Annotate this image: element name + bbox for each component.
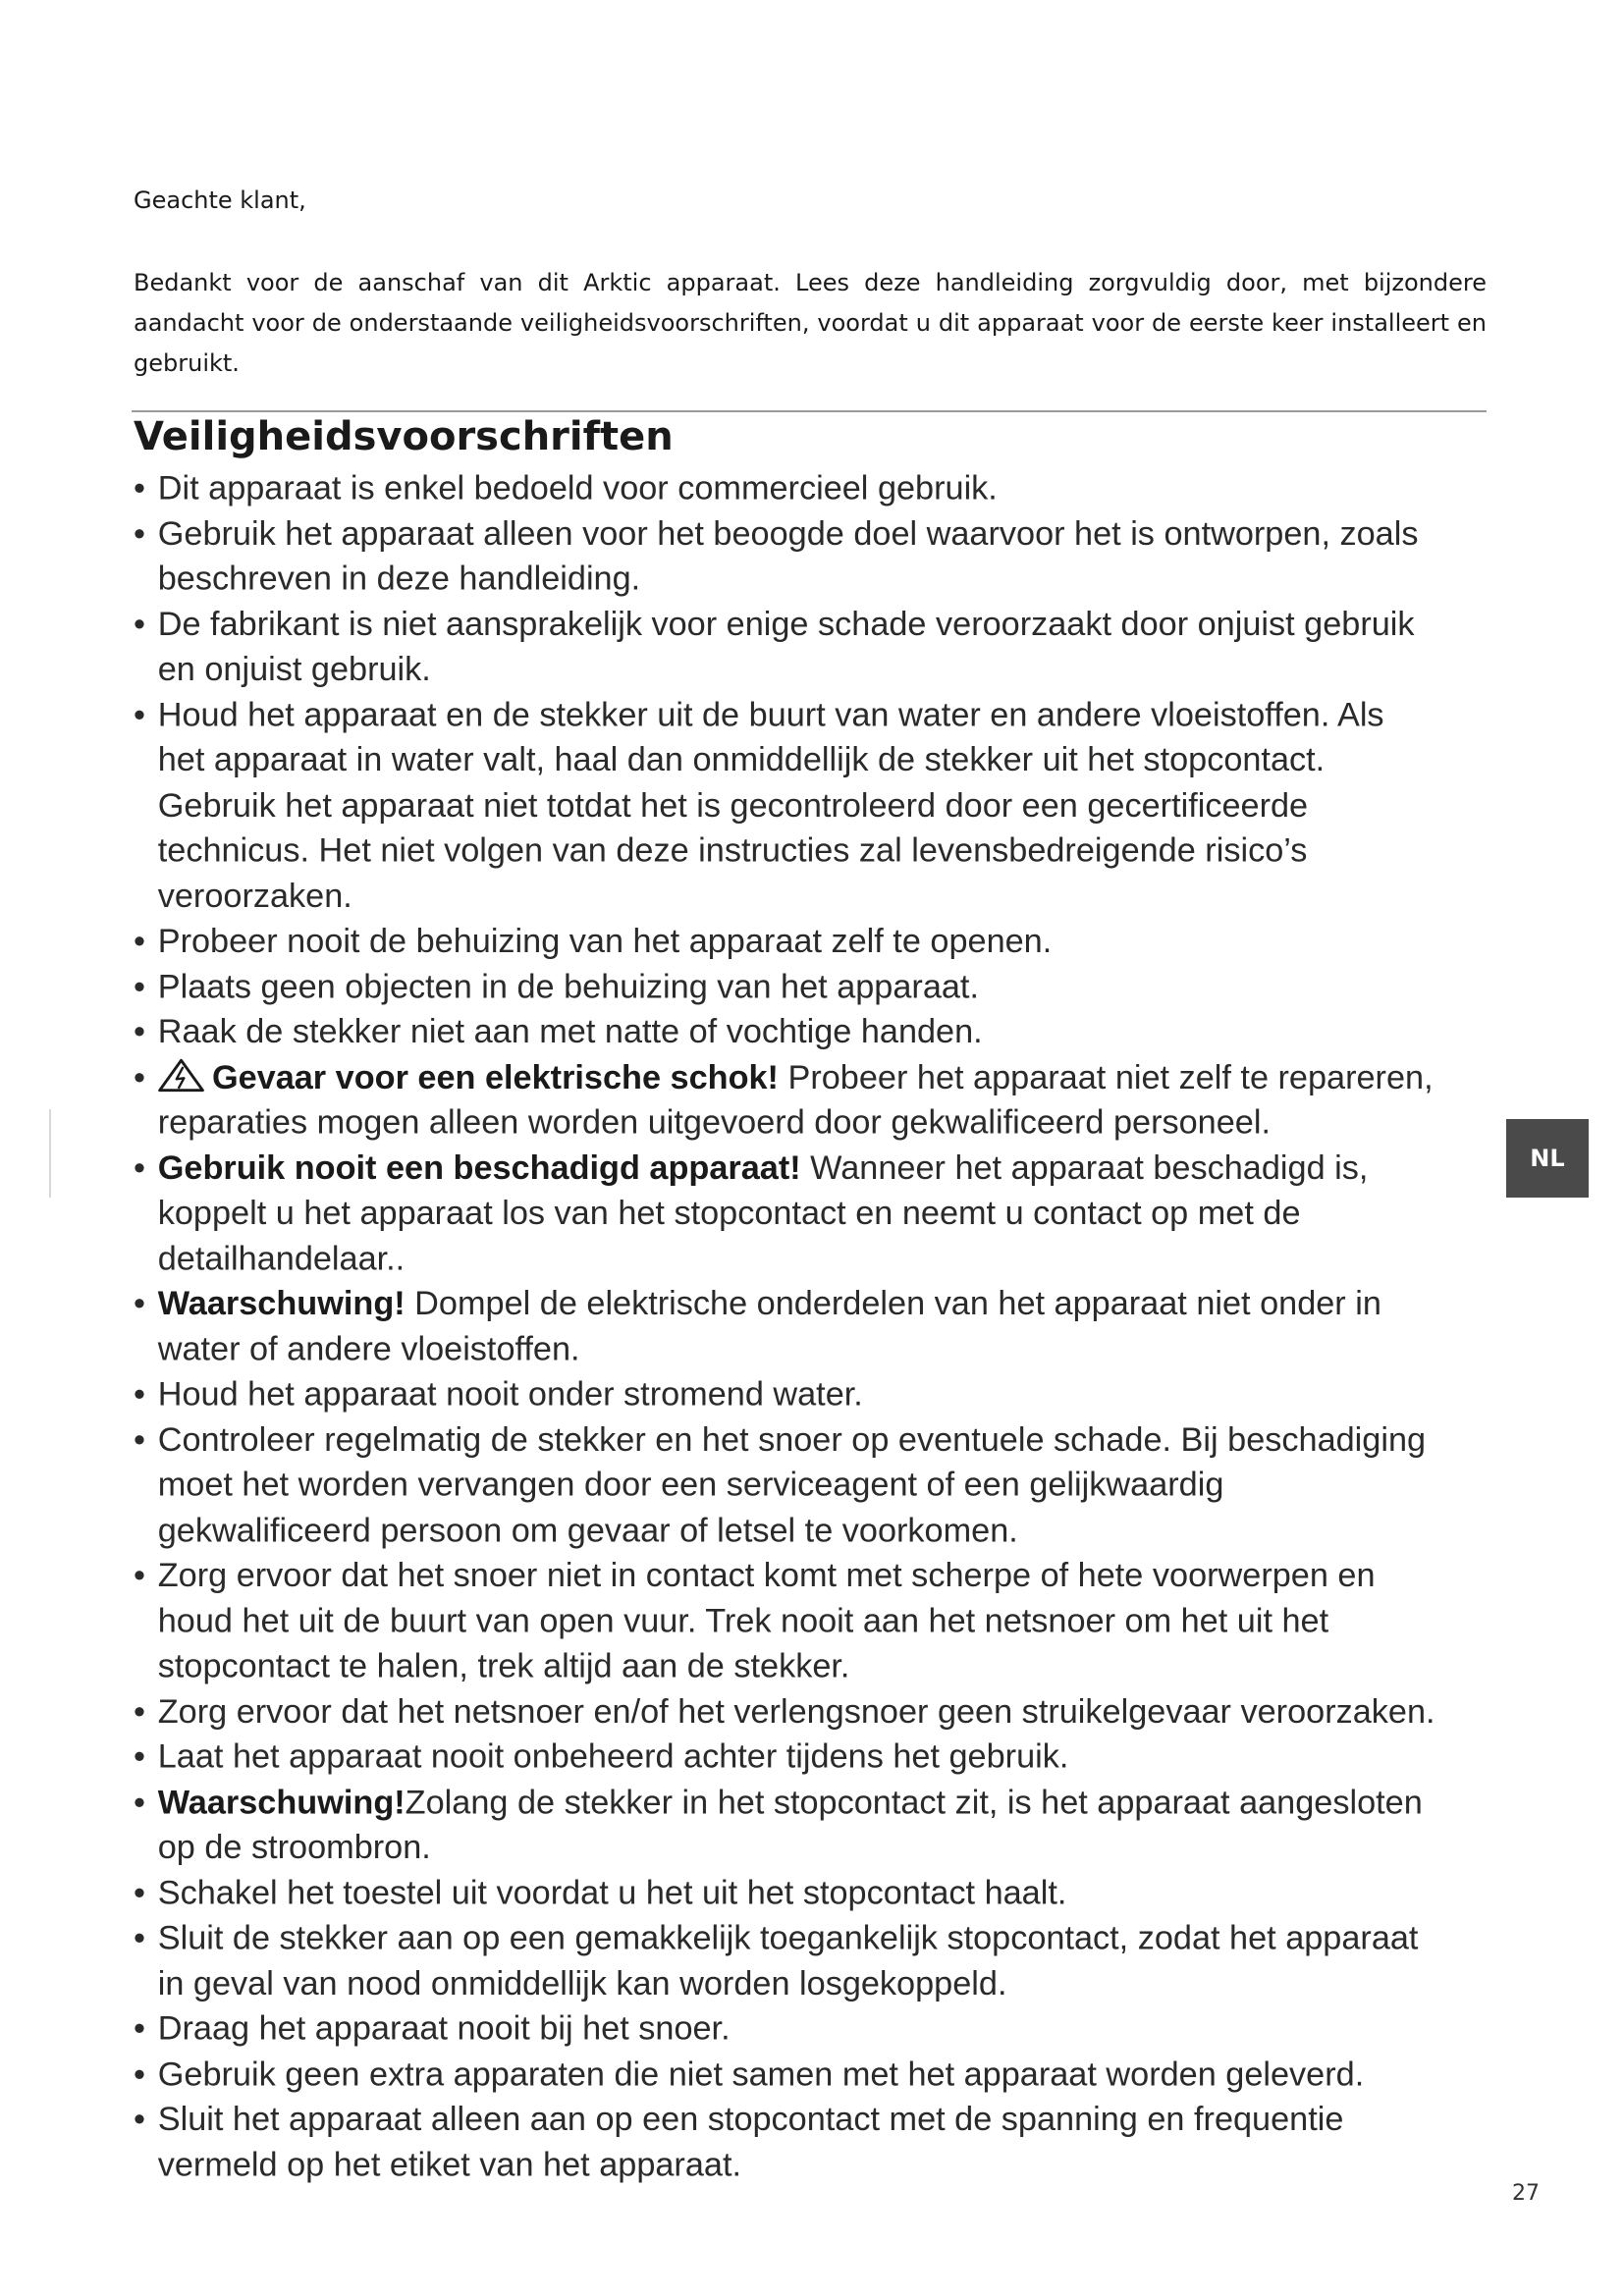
list-item <box>134 2005 1438 2051</box>
item-text: Controleer regelmatig de stekker en het snoer op eventuele schade. Bij beschadiging moet het worden vervangen door een serviceagent of een gelijkwaardig gekwalificeerd persoon om gevaar of letsel te voorkomen. <box>157 1419 1427 1549</box>
list-item <box>134 964 1438 1009</box>
item-text: Probeer nooit de behuizing van het apparaat zelf te openen. <box>157 921 1053 960</box>
intro-paragraph: Bedankt voor de aanschaf van dit Arktic apparaat. Lees deze handleiding zorgvuldig door, met bijzondere aandacht voor de onderstaande veiligheidsvoorschriften, voordat u dit apparaat voor de eerste keer installeert en gebruikt. <box>134 269 1487 377</box>
list-item <box>134 2052 1438 2097</box>
item-text: Sluit het apparaat alleen aan op een stopcontact met de spanning en frequentie vermeld op het etiket van het apparaat. <box>157 2099 1344 2183</box>
item-text: Gebruik het apparaat alleen voor het beoogde doel waarvoor het is ontworpen, zoals beschreven in deze handleiding. <box>157 513 1419 598</box>
item-text: Zorg ervoor dat het netsnoer en/of het verlengsnoer geen struikelgevaar veroorzaken. <box>157 1691 1435 1731</box>
bullet: • <box>134 1555 146 1594</box>
item-text: Gebruik geen extra apparaten die niet samen met het apparaat worden geleverd. <box>157 2054 1365 2093</box>
item-emphasis: Gevaar voor een elektrische schok! <box>211 1056 779 1095</box>
item-text: Draag het apparaat nooit bij het snoer. <box>157 2008 731 2048</box>
item-text: De fabrikant is niet aansprakelijk voor enige schade veroorzaakt door onjuist gebruik en onjuist gebruik. <box>157 604 1415 688</box>
item-text: Houd het apparaat en de stekker uit de buurt van water en andere vloeistoffen. Als het apparaat in water valt, haal dan onmiddellijk de stekker uit het stopcontact. Gebruik het apparaat niet totdat het is gecontroleerd door een gecertificeerde technicus. Het niet volgen van deze instructies zal levensbedreigende risico’s veroorzaken. <box>157 694 1384 915</box>
bullet: • <box>134 604 146 643</box>
bullet: • <box>134 2099 146 2138</box>
bullet: • <box>134 2054 146 2093</box>
item-text: Laat het apparaat nooit onbeheerd achter tijdens het gebruik. <box>157 1736 1069 1776</box>
section-title: Veiligheidsvoorschriften <box>134 414 674 459</box>
bullet: • <box>134 1374 146 1414</box>
bullet: • <box>134 513 146 553</box>
bullet: • <box>134 1736 146 1776</box>
list-item <box>134 1371 1438 1416</box>
bullet: • <box>134 467 146 507</box>
list-item <box>134 601 1438 691</box>
bullet: • <box>134 1691 146 1731</box>
page-number: 27 <box>1512 2181 1540 2206</box>
item-text: Sluit de stekker aan op een gemakkelijk toegankelijk stopcontact, zodat het apparaat in geval van nood onmiddellijk kan worden losgekoppeld. <box>157 1917 1419 2002</box>
list-item <box>134 1780 1438 1870</box>
greeting: Geachte klant, <box>134 187 306 214</box>
item-text: Probeer het apparaat niet zelf te repareren, reparaties mogen alleen worden uitgevoerd door gekwalificeerd personeel. <box>157 1056 1434 1142</box>
bullet: • <box>134 1419 146 1459</box>
bullet: • <box>134 1872 146 1911</box>
bullet: • <box>134 1283 146 1322</box>
margin-mark <box>49 1109 51 1198</box>
bullet: • <box>134 966 146 1005</box>
bullet: • <box>134 1917 146 1956</box>
list-item <box>134 1281 1438 1371</box>
item-text: Dompel de elektrische onderdelen van het apparaat niet onder in water of andere vloeistoffen. <box>157 1283 1381 1367</box>
list-item <box>134 2097 1438 2187</box>
list-item <box>134 1009 1438 1054</box>
list-item <box>134 919 1438 964</box>
list-item <box>134 1734 1438 1779</box>
list-item <box>134 1145 1438 1280</box>
list-item <box>134 1553 1438 1688</box>
item-text: Zorg ervoor dat het snoer niet in contact komt met scherpe of hete voorwerpen en houd het uit de buurt van open vuur. Trek nooit aan het netsnoer om het uit het stopcontact te halen, trek altijd aan de stekker. <box>157 1555 1376 1684</box>
list-item <box>134 465 1438 510</box>
list-item <box>134 1870 1438 1915</box>
item-text: Raak de stekker niet aan met natte of vochtige handen. <box>157 1011 983 1050</box>
list-item <box>134 1054 1438 1145</box>
bullet: • <box>134 1148 146 1187</box>
list-item <box>134 1688 1438 1734</box>
bullet: • <box>134 1782 146 1821</box>
section-divider <box>132 410 1487 412</box>
bullet: • <box>134 1011 146 1050</box>
electric-shock-warning-icon <box>158 1058 205 1092</box>
item-text: Houd het apparaat nooit onder stromend water. <box>157 1374 863 1414</box>
item-emphasis: Waarschuwing! <box>157 1283 406 1322</box>
item-emphasis: Waarschuwing! <box>157 1782 406 1821</box>
list-item <box>134 692 1438 919</box>
bullet: • <box>134 2008 146 2048</box>
item-text: Wanneer het apparaat beschadigd is, koppelt u het apparaat los van het stopcontact en neemt u contact op met de detailhandelaar.. <box>157 1148 1369 1277</box>
list-item <box>134 1915 1438 2005</box>
safety-rules-list <box>134 465 1438 2187</box>
bullet: • <box>134 1056 146 1095</box>
item-emphasis: Gebruik nooit een beschadigd apparaat! <box>157 1148 801 1187</box>
item-text: Plaats geen objecten in de behuizing van het apparaat. <box>157 966 979 1005</box>
item-text: Zolang de stekker in het stopcontact zit, is het apparaat aangesloten op de stroombron. <box>157 1782 1423 1866</box>
bullet: • <box>134 694 146 733</box>
bullet: • <box>134 921 146 960</box>
item-text: Dit apparaat is enkel bedoeld voor commercieel gebruik. <box>157 467 998 507</box>
list-item <box>134 510 1438 601</box>
item-text: Schakel het toestel uit voordat u het uit het stopcontact haalt. <box>157 1872 1067 1911</box>
list-item <box>134 1416 1438 1552</box>
language-tab: NL <box>1506 1119 1589 1198</box>
